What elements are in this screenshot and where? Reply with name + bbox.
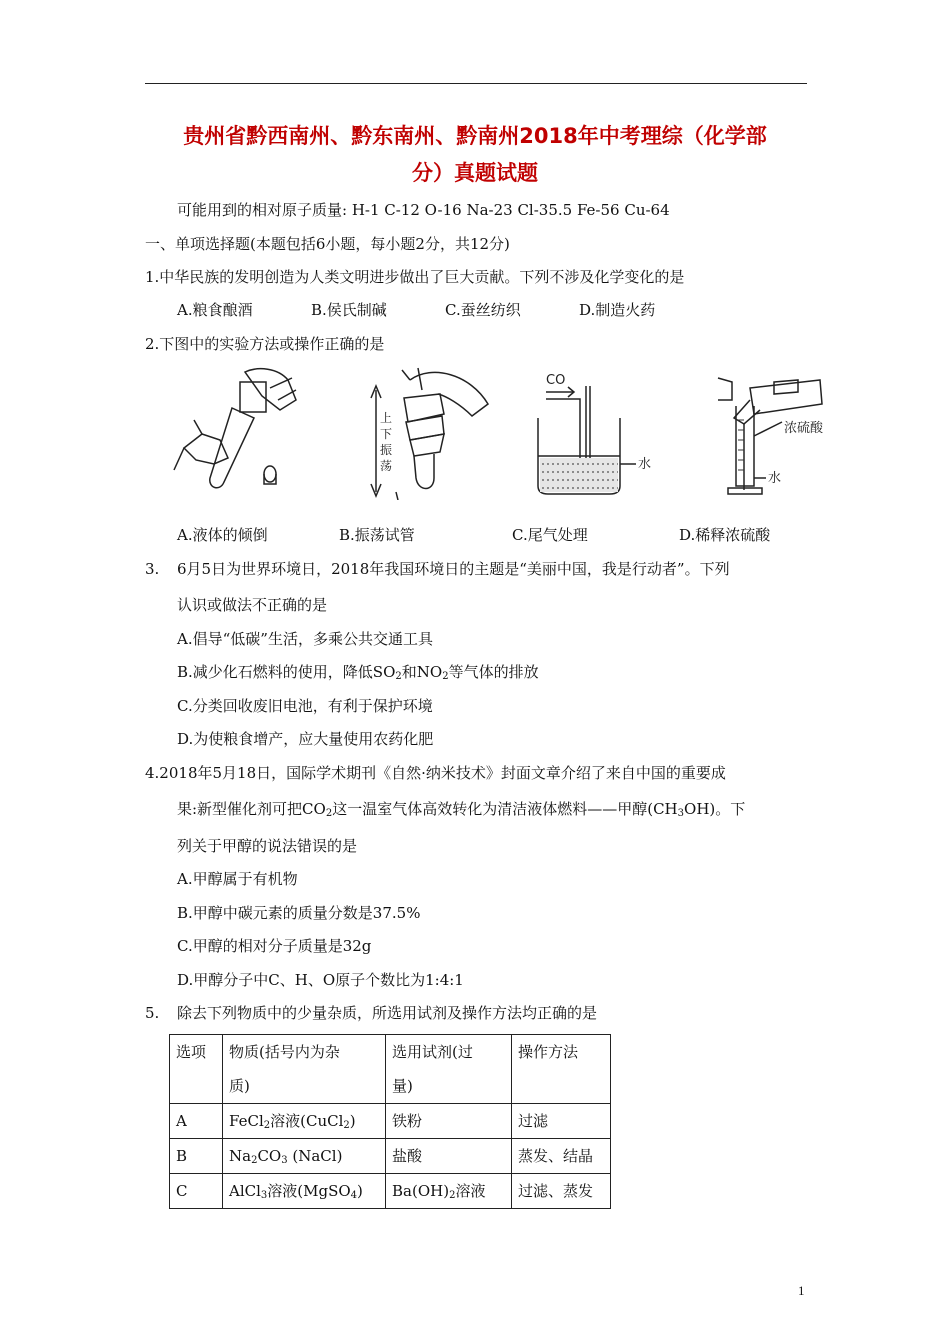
row-c-method: 过滤、蒸发 — [512, 1174, 611, 1209]
q4-stem-line-1: 4.2018年5月18日，国际学术期刊《自然·纳米技术》封面文章介绍了来自中国的重要成 — [145, 764, 726, 782]
row-c-reagent: $Ba(OH)_2$溶液 — [386, 1174, 512, 1209]
table-header-row — [170, 1035, 611, 1104]
page-number: 1 — [798, 1283, 805, 1298]
q4-option-d: D.甲醇分子中C、H、O原子个数比为1:4:1 — [177, 971, 464, 989]
q1-option-c: C.蚕丝纺织 — [445, 301, 521, 319]
row-b-option: B — [170, 1139, 223, 1174]
figure-a-pouring — [174, 369, 296, 488]
header-method: 操作方法 — [512, 1035, 611, 1104]
q5-stem: 除去下列物质中的少量杂质，所选用试剂及操作方法均正确的是 — [177, 1004, 598, 1022]
figure-b-label-1: 上 — [380, 411, 393, 425]
q3-option-c: C.分类回收废旧电池，有利于保护环境 — [177, 697, 433, 715]
title-line-2: 分）真题试题 — [412, 161, 538, 185]
row-a-method: 过滤 — [512, 1104, 611, 1139]
q4-stem-line-2: 果:新型催化剂可把$CO_2$这一温室气体高效转化为清洁液体燃料——甲醇$(CH_3OH)$。下 — [177, 800, 746, 819]
figure-b-label-3: 振 — [380, 443, 393, 457]
q5-number: 5. — [145, 1004, 160, 1022]
header-rule — [145, 83, 807, 84]
figure-d-water-label: 水 — [768, 471, 782, 486]
table-row — [170, 1104, 611, 1139]
q4-stem-line-3: 列关于甲醇的说法错误的是 — [177, 837, 358, 855]
q3-option-b: B.减少化石燃料的使用，降低$SO_2$和$NO_2$等气体的排放 — [177, 663, 539, 682]
q1-option-d: D.制造火药 — [579, 301, 656, 319]
header-substance: 物质(括号内为杂 质) — [223, 1035, 386, 1104]
row-a-option: A — [170, 1104, 223, 1139]
q2-stem: 2.下图中的实验方法或操作正确的是 — [145, 335, 385, 353]
figure-b-label-4: 荡 — [380, 459, 393, 473]
row-a-substance: FeCl$_2$溶液(CuCl$_2$) — [223, 1104, 386, 1139]
section-heading: 一、单项选择题(本题包括6小题，每小题2分，共12分) — [145, 235, 510, 253]
figure-d-acid-label: 浓硫酸 — [784, 421, 824, 436]
atomic-masses: 可能用到的相对原子质量: H-1 C-12 O-16 Na-23 Cl-35.5 Fe-56 Cu-64 — [177, 201, 670, 219]
q3-option-d: D.为使粮食增产，应大量使用农药化肥 — [177, 730, 434, 748]
q2-figure — [170, 360, 840, 500]
figure-c-co-label: CO — [546, 373, 566, 388]
q4-option-a: A.甲醇属于有机物 — [177, 870, 298, 888]
q3-stem-line-2: 认识或做法不正确的是 — [177, 596, 328, 614]
q5-table — [169, 1034, 611, 1209]
title-line-1: 贵州省黔西南州、黔东南州、黔南州2018年中考理综（化学部 — [183, 124, 767, 148]
q2-option-c: C.尾气处理 — [512, 526, 588, 544]
q2-option-a: A.液体的倾倒 — [177, 526, 268, 544]
row-c-substance: AlCl$_3$溶液(MgSO$_4$) — [223, 1174, 386, 1209]
q3-option-a: A.倡导“低碳”生活，多乘公共交通工具 — [177, 630, 433, 648]
row-b-method: 蒸发、结晶 — [512, 1139, 611, 1174]
q1-option-b: B.侯氏制碱 — [311, 301, 387, 319]
q1-stem: 1.中华民族的发明创造为人类文明进步做出了巨大贡献。下列不涉及化学变化的是 — [145, 268, 685, 286]
q2-option-d: D.稀释浓硫酸 — [679, 526, 771, 544]
table-row — [170, 1139, 611, 1174]
q3-stem-line-1: 6月5日为世界环境日，2018年我国环境日的主题是“美丽中国，我是行动者”。下列 — [177, 560, 730, 578]
q3-number: 3. — [145, 560, 160, 578]
table-row — [170, 1174, 611, 1209]
header-reagent: 选用试剂(过 量) — [386, 1035, 512, 1104]
row-a-reagent: 铁粉 — [386, 1104, 512, 1139]
q4-option-c: C.甲醇的相对分子质量是32g — [177, 937, 372, 955]
header-option: 选项 — [170, 1035, 223, 1104]
row-b-substance: $Na_2CO_3$ (NaCl) — [223, 1139, 386, 1174]
row-b-reagent: 盐酸 — [386, 1139, 512, 1174]
figure-b-label-2: 下 — [380, 427, 393, 441]
figure-c-water-label: 水 — [638, 457, 652, 472]
row-c-option: C — [170, 1174, 223, 1209]
q1-option-a: A.粮食酿酒 — [177, 301, 253, 319]
q4-option-b: B.甲醇中碳元素的质量分数是37.5% — [177, 904, 421, 922]
q2-option-b: B.振荡试管 — [339, 526, 415, 544]
